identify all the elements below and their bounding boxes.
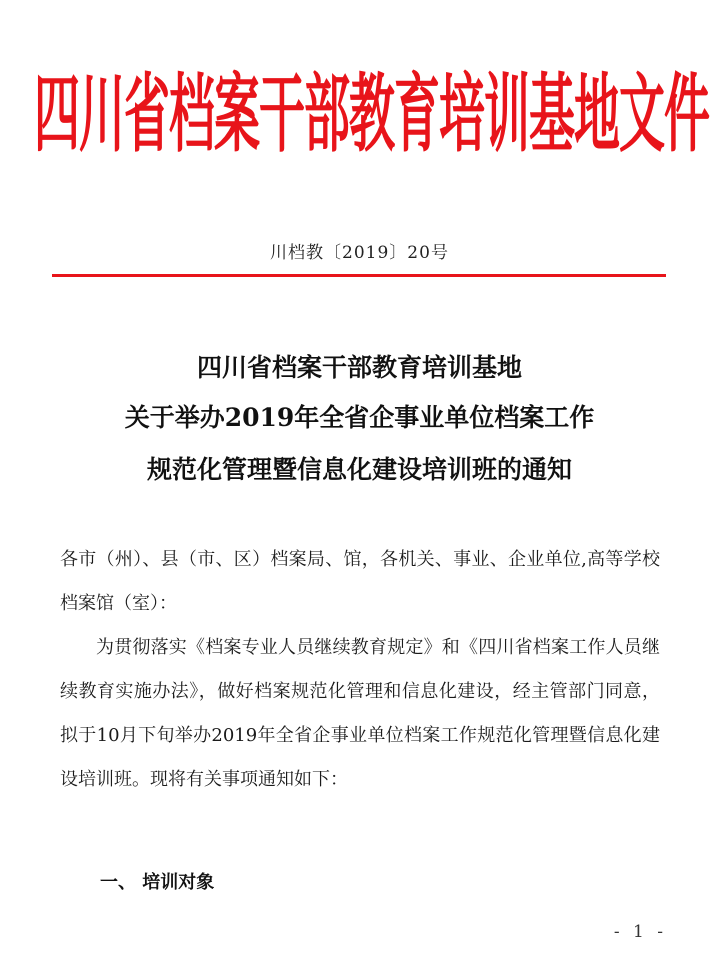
addressee-paragraph: 各市（州）、县（市、区）档案局、馆，各机关、事业、企业单位,高等学校档案馆（室）： — [60, 549, 660, 614]
body-paragraph: 为贯彻落实《档案专业人员继续教育规定》和《四川省档案工作人员继续教育实施办法》，做好档案规范化管理和信息化建设，经主管部门同意，拟于10月下旬举办2019年全省企事业单位档案工作规范化管理暨信息化建设培训班。现将有关事项通知如下： — [60, 637, 660, 790]
title-line-1: 四川省档案干部教育培训基地 — [196, 353, 522, 382]
red-masthead: 四川省档案干部教育培训基地文件 — [34, 64, 709, 164]
title-line-2: 关于举办2019年全省企事业单位档案工作 — [124, 403, 595, 432]
red-divider-line — [52, 274, 666, 277]
page-number: - 1 - — [613, 922, 667, 942]
section-heading-1: 一、 培训对象 — [100, 872, 215, 893]
title-line-3: 规范化管理暨信息化建设培训班的通知 — [146, 455, 572, 484]
document-number: 川档教〔2019〕20号 — [270, 243, 449, 263]
